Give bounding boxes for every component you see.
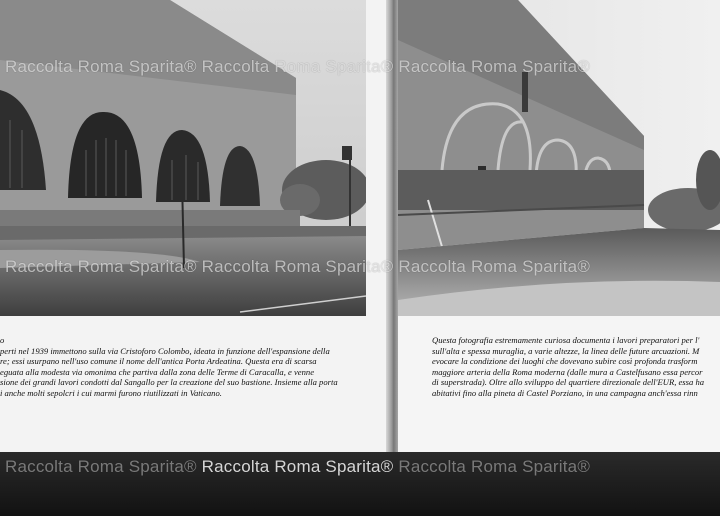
watermark-text: Raccolta Roma Sparita® [5,457,197,476]
caption-line: maggiore arteria della Roma moderna (dalle mura a Castelfusano essa percor [432,366,703,377]
caption-line: o [0,335,5,345]
left-caption [0,335,368,399]
caption-line: evocare la condizione dei luoghi che dovevano subire così profonda trasform [432,356,698,367]
caption-line: abitativi fino alla pineta di Castel Porziano, in una campagna anch'essa rinn [432,387,698,398]
watermark-row-top [5,57,590,77]
caption-line: di superstrada). Oltre allo sviluppo del quartiere direzionale dell'EUR, essa ha [432,377,705,388]
caption-line: i anche molti sepolcri i cui marmi furono riutilizzati in Vaticano. [0,387,222,398]
watermark-text: Raccolta Roma Sparita® [398,457,591,476]
caption-line: perti nel 1939 immettono sulla via Cristoforo Colombo, ideata in funzione dell'espansione della [0,345,330,356]
watermark-row-middle [5,257,590,277]
watermark-text: Raccolta Roma Sparita® [5,257,197,276]
watermark-row-bottom [5,457,590,477]
watermark-text: Raccolta Roma Sparita® [398,57,591,76]
caption-line: sione dei grandi lavori condotti dal Sangallo per la creazione del suo bastione. Insieme alla porta [0,377,338,388]
right-caption [432,335,720,399]
caption-line: Questa fotografia estremamente curiosa documenta i lavori preparatori per l' [432,335,700,345]
caption-line: eguata alla modesta via omonima che partiva dalla zona delle Terme di Caracalla, e venne [0,366,315,377]
caption-line: sull'alta e spessa muraglia, a varie altezze, la linea delle future arcuazioni. M [432,345,700,356]
watermark-text: Raccolta Roma Sparita® [201,257,394,276]
watermark-text: Raccolta Roma Sparita® [201,57,394,76]
caption-line: re; essi usurpano nell'uso comune il nome dell'antica Porta Ardeatina. Questa era di scarsa [0,356,317,367]
watermark-text: Raccolta Roma Sparita® [398,257,591,276]
watermark-text: Raccolta Roma Sparita® [5,57,197,76]
watermark-text-center: Raccolta Roma Sparita® [201,457,394,476]
